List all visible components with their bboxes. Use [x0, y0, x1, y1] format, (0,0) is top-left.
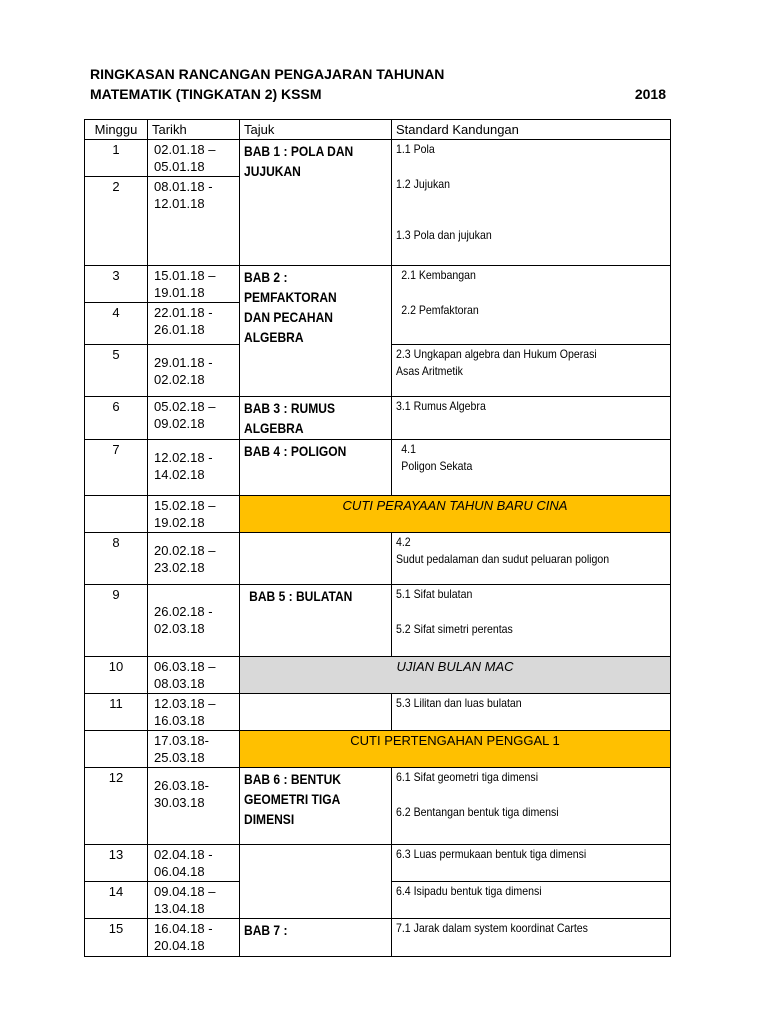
table-row: [85, 919, 671, 957]
date-text: 12.02.18 - 14.02.18: [154, 450, 213, 482]
table-header-row: [85, 120, 671, 140]
cell-minggu: 8: [85, 533, 148, 585]
table-row: [85, 140, 671, 177]
document-title-line2: MATEMATIK (TINGKATAN 2) KSSM: [90, 86, 322, 102]
cell-standard-4-2: [392, 533, 671, 585]
standard-3-1: 3.1 Rumus Algebra: [396, 399, 486, 413]
standard-5-2: 5.2 Sifat simetri perentas: [396, 622, 513, 636]
cell-tarikh: [148, 585, 240, 657]
cell-standard-2-1-2-2: [392, 266, 671, 345]
cell-tarikh: [148, 177, 240, 266]
table-row: [85, 266, 671, 303]
standard-1-2: 1.2 Jujukan: [396, 177, 451, 191]
date-text: 09.04.18 – 13.04.18: [154, 884, 216, 916]
table-row: [85, 440, 671, 496]
cell-tarikh: [148, 731, 240, 768]
cell-tajuk-empty: [240, 533, 392, 585]
col-header-minggu: Minggu: [85, 120, 148, 140]
cell-tarikh: [148, 345, 240, 397]
date-text: 26.02.18 - 02.03.18: [154, 604, 213, 636]
col-header-tarikh: Tarikh: [148, 120, 240, 140]
standard-6-2: 6.2 Bentangan bentuk tiga dimensi: [396, 805, 559, 819]
date-text: 20.02.18 – 23.02.18: [154, 543, 216, 575]
cell-tarikh: [148, 266, 240, 303]
cell-tarikh: [148, 397, 240, 440]
bab4-title: BAB 4 : POLIGON: [244, 443, 347, 459]
cell-tajuk-bab3: [240, 397, 392, 440]
cell-minggu: [85, 731, 148, 768]
date-text: 02.04.18 - 06.04.18: [154, 847, 213, 879]
table-row: [85, 533, 671, 585]
cell-standard-2-3: [392, 345, 671, 397]
cell-minggu: 15: [85, 919, 148, 957]
cell-minggu: 4: [85, 303, 148, 345]
date-text: 02.01.18 – 05.01.18: [154, 142, 216, 174]
cell-minggu: 2: [85, 177, 148, 266]
cell-minggu: 10: [85, 657, 148, 694]
cell-standard-6-4: [392, 882, 671, 919]
standard-6-3: 6.3 Luas permukaan bentuk tiga dimensi: [396, 847, 587, 861]
date-text: 26.03.18- 30.03.18: [154, 778, 209, 810]
bab2-title: BAB 2 : PEMFAKTORAN DAN PECAHAN ALGEBRA: [244, 269, 337, 345]
cell-tarikh: [148, 882, 240, 919]
date-text: 12.03.18 – 16.03.18: [154, 696, 216, 728]
col-header-standard: Standard Kandungan: [392, 120, 671, 140]
standard-6-1: 6.1 Sifat geometri tiga dimensi: [396, 770, 539, 784]
standard-7-1: 7.1 Jarak dalam system koordinat Cartes: [396, 921, 588, 935]
cell-minggu: 11: [85, 694, 148, 731]
document-title-line1: RINGKASAN RANCANGAN PENGAJARAN TAHUNAN: [90, 66, 445, 82]
date-text: 29.01.18 - 02.02.18: [154, 355, 213, 387]
bab3-title: BAB 3 : RUMUS ALGEBRA: [244, 400, 335, 436]
table-row: [85, 496, 671, 533]
cell-tarikh: [148, 768, 240, 845]
date-text: 08.01.18 - 12.01.18: [154, 179, 213, 211]
cell-standard-3-1: [392, 397, 671, 440]
standard-2-2: 2.2 Pemfaktoran: [401, 303, 479, 317]
date-text: 15.02.18 – 19.02.18: [154, 498, 216, 530]
cell-minggu: 14: [85, 882, 148, 919]
cell-tarikh: [148, 440, 240, 496]
standard-2-1: 2.1 Kembangan: [401, 268, 476, 282]
cell-tarikh: [148, 496, 240, 533]
date-text: 22.01.18 - 26.01.18: [154, 305, 213, 337]
cell-tajuk-bab4: [240, 440, 392, 496]
cell-tarikh: [148, 140, 240, 177]
standard-1-1: 1.1 Pola: [396, 142, 435, 156]
bab6-title: BAB 6 : BENTUK GEOMETRI TIGA DIMENSI: [244, 771, 341, 827]
cell-standard-5-3: [392, 694, 671, 731]
document-year: 2018: [634, 86, 666, 102]
cell-minggu: 3: [85, 266, 148, 303]
cell-minggu: 12: [85, 768, 148, 845]
cell-tarikh: [148, 303, 240, 345]
col-header-tajuk: Tajuk: [240, 120, 392, 140]
table-row: [85, 694, 671, 731]
table-row: [85, 585, 671, 657]
cell-standard-6-1-6-2: [392, 768, 671, 845]
table-row: [85, 397, 671, 440]
standard-4-1: 4.1 Poligon Sekata: [401, 442, 473, 473]
cell-tarikh: [148, 694, 240, 731]
table-row: [85, 768, 671, 845]
table-row: [85, 657, 671, 694]
date-text: 05.02.18 – 09.02.18: [154, 399, 216, 431]
cell-minggu: 5: [85, 345, 148, 397]
bab5-title: BAB 5 : BULATAN: [249, 588, 353, 604]
cell-minggu: 7: [85, 440, 148, 496]
table-row: [85, 731, 671, 768]
cell-tarikh: [148, 845, 240, 882]
date-text: 06.03.18 – 08.03.18: [154, 659, 216, 691]
bab7-title: BAB 7 :: [244, 922, 288, 938]
cell-tajuk-bab1: [240, 140, 392, 266]
cell-standard-5-1-5-2: [392, 585, 671, 657]
banner-cuti-tahun-baru-cina: CUTI PERAYAAN TAHUN BARU CINA: [240, 496, 671, 533]
cell-standard-6-3: [392, 845, 671, 882]
table-row: [85, 845, 671, 882]
cell-standard-4-1: [392, 440, 671, 496]
standard-4-2: 4.2 Sudut pedalaman dan sudut peluaran poligon: [396, 535, 610, 566]
cell-tajuk-empty: [240, 694, 392, 731]
cell-tarikh: [148, 919, 240, 957]
cell-tajuk-empty: [240, 845, 392, 919]
cell-tajuk-bab6: [240, 768, 392, 845]
cell-minggu: 9: [85, 585, 148, 657]
date-text: 16.04.18 - 20.04.18: [154, 921, 213, 953]
cell-tajuk-bab7: [240, 919, 392, 957]
standard-2-3: 2.3 Ungkapan algebra dan Hukum Operasi Asas Aritmetik: [396, 347, 597, 378]
cell-tajuk-bab2: [240, 266, 392, 397]
date-text: 17.03.18- 25.03.18: [154, 733, 209, 765]
date-text: 15.01.18 – 19.01.18: [154, 268, 216, 300]
cell-standard-bab1: [392, 140, 671, 266]
cell-minggu: 13: [85, 845, 148, 882]
banner-ujian-bulan-mac: UJIAN BULAN MAC: [240, 657, 671, 694]
lesson-plan-table: [84, 119, 671, 957]
cell-standard-7-1: [392, 919, 671, 957]
standard-1-3: 1.3 Pola dan jujukan: [396, 228, 492, 242]
standard-5-1: 5.1 Sifat bulatan: [396, 587, 473, 601]
bab1-title: BAB 1 : POLA DAN JUJUKAN: [244, 143, 354, 179]
cell-minggu: 6: [85, 397, 148, 440]
cell-tarikh: [148, 533, 240, 585]
standard-6-4: 6.4 Isipadu bentuk tiga dimensi: [396, 884, 542, 898]
cell-minggu: [85, 496, 148, 533]
cell-tarikh: [148, 657, 240, 694]
cell-minggu: 1: [85, 140, 148, 177]
banner-cuti-pertengahan-penggal: CUTI PERTENGAHAN PENGGAL 1: [240, 731, 671, 768]
cell-tajuk-bab5: [240, 585, 392, 657]
standard-5-3: 5.3 Lilitan dan luas bulatan: [396, 696, 522, 710]
